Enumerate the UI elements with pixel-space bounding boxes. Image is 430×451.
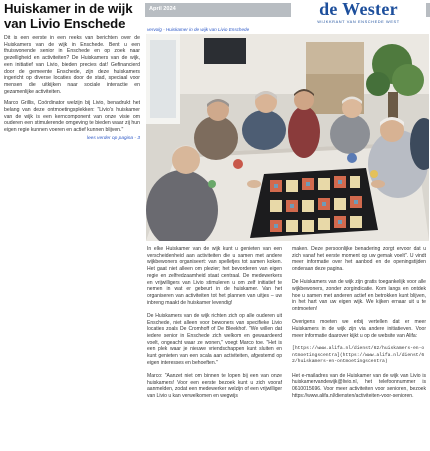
article-column-2 xyxy=(292,246,426,406)
column-2-paragraph-5: Het e-mailadres van de Huiskamer van de wijk van Livio is huiskamervandewijk@livio.nl, het telefoonnummer is 0610015696. Voor meer activiteiten voor senioren, bezoek https://www.alifa.nl/diensten/activiteiten-voor-senioren. xyxy=(292,372,426,399)
column-1-paragraph-2: De Huiskamers van de wijk richten zich op alle ouderen uit Enschede, niet alleen voor bewoners van specifieke Livio locaties zoals De Cromhoff of De Bleekhof. "We willen dat iedere senior in Enschede zich welkom en gewaardeerd voelt, ongeacht waar ze wonen," voegt Marco toe. "Het is een plek waar je nieuwe vriendschappen kunt sluiten en kunt genieten van een scala aan activiteiten, afgestemd op eigen interesses en behoeften." xyxy=(147,312,282,366)
alifa-link[interactable]: [https://www.alifa.nl/dienst/62/huiskamers-en-ontmoetingscentra](https://www.alifa.nl/dienst/62/huiskamers-en-ontmoetingscentra) xyxy=(292,345,425,365)
masthead-subtitle: WIJKKRANT VAN ENSCHEDE WEST xyxy=(317,19,400,24)
column-1-paragraph-3: Marco: "Aanzet niet om binnen te lopen bij een van onze huiskamers! Voor een eerste bezoek kunt u zich vooraf aanmelden, zodat een medewerker welzijn of een vrijwilliger van Livio u kan verwelkomen en wegwijs xyxy=(147,372,282,400)
article-body: Marco Grillis, Coördinator welzijn bij Livio, benadrukt het belang van deze ontmoetingsplekken: "Livio's huiskamer van de wijk is een kerncomponent van onze visie om ouderen een stimulerende omgeving te bieden waar zij hun eigen regie kunnen voeren en actief kunnen blijven." xyxy=(4,100,140,134)
left-article xyxy=(4,2,140,141)
crochet-blanket xyxy=(250,168,378,238)
article-column-1 xyxy=(147,246,282,406)
column-2-paragraph-2: De Huiskamers van de wijk zijn gratis toegankelijk voor alle wijkbewoners, zonder zorgindicatie. Kom langs en ontdek hoe u samen met anderen actief en betrokken kunt blijven, in het hart van uw eigen wijk. We kijken ernaar uit u te ontmoeten! xyxy=(292,279,426,313)
column-2-paragraph-1: maken. Deze persoonlijke benadering zorgt ervoor dat u zich vanaf het eerste moment op uw gemak voelt". U vindt meer informatie over het aanbod en de openingstijden onderaan deze pagina. xyxy=(292,246,426,273)
article-lede: Dit is een eerste in een reeks van berichten over de Huiskamers van de wijk in Enschede. Bent u een thuiswonende senior in Enschede en op zoek naar gezelligheid en activiteiten? De Huiskamers van de wijk, een initiatief van Livio, bieden precies dat! Gefinancierd door de gemeente Enschede, zijn deze huiskamers ingericht op diverse locaties door de stad, speciaal voor mensen die uitkijken naar sociale interactie en gezamenlijke activiteiten. xyxy=(4,35,140,95)
masthead-logo xyxy=(291,0,426,25)
column-2-paragraph-3: Overigens moeten we erbij vertellen dat er meer Huiskamers in de wijk zijn via andere initiatieven. Voor meer informatie daarover kijkt u op de website van Alifa: xyxy=(292,319,426,339)
photo-seniors-crocheting xyxy=(146,34,429,241)
issue-date: April 2024 xyxy=(149,6,176,12)
newspaper-page xyxy=(145,0,430,451)
read-more-link[interactable]: lees verder op pagina - 3 xyxy=(86,135,140,141)
column-1-paragraph-1: In elke Huiskamer van de wijk kunt u genieten van een verscheidenheid aan activiteiten die u samen met andere wijkbewoners organiseert: van spelletjes tot samen koken. Het gaat niet alleen om plezier; het bevorderen van eigen regie en zelfredzaamheid staat centraal. De medewerkers en vrijwilligers van Livio stimuleren u om zelf initiatief te nemen in wat er gebeurt in de huiskamer. Van het organiseren van activiteiten tot het plannen van uitjes – uw inbreng maakt de huiskamer levendig! xyxy=(147,246,282,306)
masthead-title: de Wester xyxy=(319,0,398,19)
article-headline: Huiskamer in de wijk van Livio Enschede xyxy=(4,1,133,31)
article-photo xyxy=(146,34,429,241)
continuation-breadcrumb: vervolg - Huiskamer in de wijk van Livio Enschede xyxy=(147,27,250,32)
